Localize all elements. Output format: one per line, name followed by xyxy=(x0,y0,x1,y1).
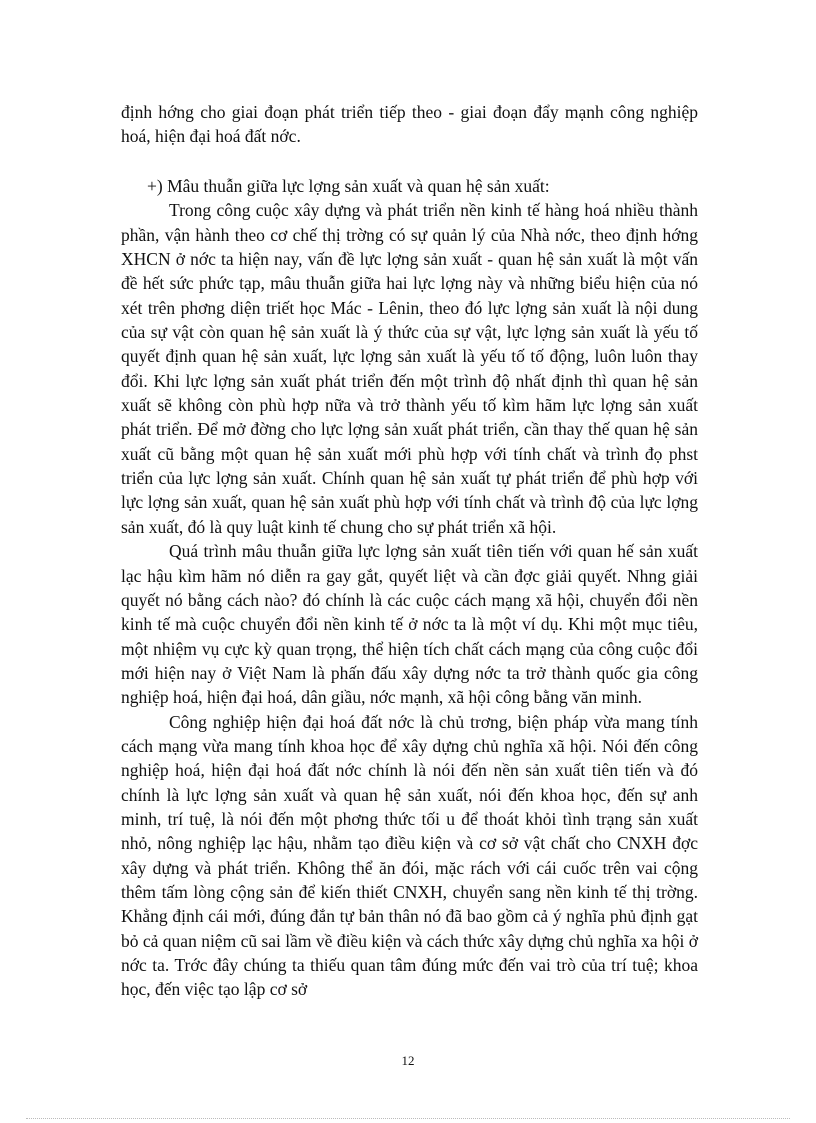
section-heading: +) Mâu thuẫn giữa lực lợng sản xuất và quan hệ sản xuất: xyxy=(147,176,550,196)
intro-text-block xyxy=(121,100,698,149)
page-number: 12 xyxy=(401,1053,415,1068)
intro-paragraph: định hớng cho giai đoạn phát triển tiếp theo - giai đoạn đẩy mạnh công nghiệp hoá, hiện đại hoá đất nớc. xyxy=(121,102,698,147)
body-paragraph: Trong công cuộc xây dựng và phát triển nền kinh tế hàng hoá nhiều thành phần, vận hành theo cơ chế thị trờng có sự quản lý của Nhà nớc, theo định hớng XHCN ở nớc ta hiện nay, vấn đề lực lợng sản xuất - quan hệ sản xuất là một vấn đề hết sức phức tạp, mâu thuẫn giữa hai lực lợng này và những biểu hiện của nó xét trên phơng diện triết học Mác - Lênin, theo đó lực lợng sản xuất là nội dung của sự vật còn quan hệ sản xuất là ý thức của sự vật, lực lợng sản xuất là yếu tố quyết định quan hệ sản xuất, lực lợng sản xuất là yếu tố tố động, luôn luôn thay đổi. Khi lực lợng sản xuất phát triển đến một trình độ nhất định thì quan hệ sản xuất sẽ không còn phù hợp nữa và trở thành yếu tố kìm hãm lực lợng sản xuất phát triển. Để mở đờng cho lực lợng sản xuất phát triển, cần thay thế quan hệ sản xuất cũ bằng một quan hệ sản xuất mới phù hợp với tính chất và trình đọ phst triển của lực lợng sản xuất. Chính quan hệ sản xuất tự phát triển để phù hợp với lực lợng sản xuất, quan hệ sản xuất phù hợp với tính chất và trình độ của lực lợng sản xuất, đó là quy luật kinh tế chung cho sự phát triển xã hội. xyxy=(121,200,698,537)
page-bottom-divider xyxy=(26,1118,790,1119)
main-text-block xyxy=(121,174,698,1002)
body-paragraph: Quá trình mâu thuẫn giữa lực lợng sản xuất tiên tiến với quan hế sản xuất lạc hậu kìm hãm nó diễn ra gay gắt, quyết liệt và cần đợc giải quyết. Nhng giải quyết nó bằng cách nào? đó chính là các cuộc cách mạng xã hội, chuyển đổi nền kinh tế mà cuộc chuyển đổi nền kinh tế ở nớc ta là một ví dụ. Khi một mục tiêu, một nhiệm vụ cực kỳ quan trọng, thể hiện tích chất cách mạng của công cuộc đổi mới hiện nay ở Việt Nam là phấn đấu xây dựng nớc ta trở thành quốc gia công nghiệp hoá, hiện đại hoá, dân giầu, nớc mạnh, xã hội công bằng văn minh. xyxy=(121,541,698,708)
body-paragraph: Công nghiệp hiện đại hoá đất nớc là chủ trơng, biện pháp vừa mang tính cách mạng vừa mang tính khoa học để xây dựng chủ nghĩa xã hội. Nói đến công nghiệp hoá, hiện đại hoá đất nớc chính là nói đến nền sản xuất tiên tiến và đó chính là lực lợng sản xuất và quan hệ sản xuất, nói đến khoa học, đến sự anh minh, trí tuệ, là nói đến một phơng thức tối u để thoát khỏi tình trạng sản xuất nhỏ, nông nghiệp lạc hậu, nhằm tạo điều kiện và cơ sở vật chất cho CNXH đợc xây dựng và phát triển. Không thể ăn đói, mặc rách với cái cuốc trên vai cộng thêm tấm lòng cộng sản để kiến thiết CNXH, chuyển sang nền kinh tế thị trờng. Khẳng định cái mới, đúng đắn tự bản thân nó đã bao gồm cả ý nghĩa phủ định gạt bỏ cả quan niệm cũ sai lầm về điều kiện và cách thức xây dựng chủ nghĩa xa hội ở nớc ta. Trớc đây chúng ta thiếu quan tâm đúng mức đến vai trò của trí tuệ; khoa học, đến việc tạo lập cơ sở xyxy=(121,711,698,1000)
